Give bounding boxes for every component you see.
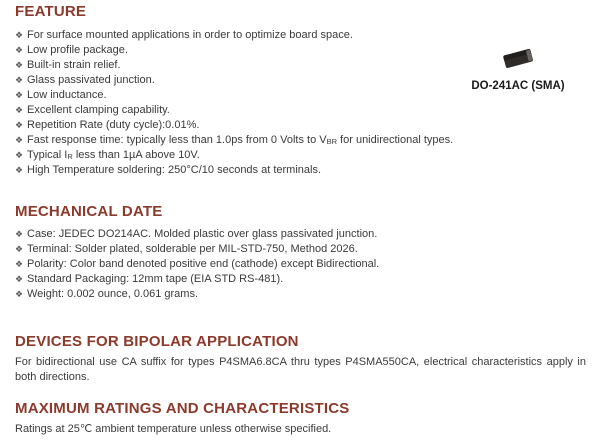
ratings-paragraph: Ratings at 25℃ ambient temperature unless otherwise specified. bbox=[15, 423, 332, 435]
diamond-bullet-icon: ❖ bbox=[15, 165, 24, 175]
bullet-text: For surface mounted applications in order to optimize board space. bbox=[27, 29, 353, 41]
diamond-bullet-icon: ❖ bbox=[15, 75, 24, 85]
bullet-text: Standard Packaging: 12mm tape (EIA STD RS-481). bbox=[27, 273, 284, 285]
bullet-text: Fast response time: typically less than 1.0ps from 0 Volts to $V_{BR}$ for unidirectional types. bbox=[27, 134, 454, 146]
diamond-bullet-icon: ❖ bbox=[15, 30, 24, 40]
diamond-bullet-icon: ❖ bbox=[15, 90, 24, 100]
bullet-item bbox=[15, 163, 588, 178]
mechanical-section-title: MECHANICAL DATE bbox=[15, 203, 163, 220]
bipolar-section-title: DEVICES FOR BIPOLAR APPLICATION bbox=[15, 333, 299, 350]
bullet-text: Terminal: Solder plated, solderable per MIL-STD-750, Method 2026. bbox=[27, 243, 358, 255]
package-figure bbox=[468, 42, 568, 92]
bullet-text: Excellent clamping capability. bbox=[27, 104, 170, 116]
bullet-item bbox=[15, 118, 588, 133]
diamond-bullet-icon: ❖ bbox=[15, 259, 24, 269]
diamond-bullet-icon: ❖ bbox=[15, 120, 24, 130]
bullet-item bbox=[15, 227, 588, 242]
diamond-bullet-icon: ❖ bbox=[15, 274, 24, 284]
bullet-text: Low inductance. bbox=[27, 89, 107, 101]
diamond-bullet-icon: ❖ bbox=[15, 150, 24, 160]
bullet-item bbox=[15, 148, 588, 163]
bullet-text: Polarity: Color band denoted positive end (cathode) except Bidirectional. bbox=[27, 258, 380, 270]
bullet-item bbox=[15, 287, 588, 302]
bullet-item bbox=[15, 272, 588, 287]
diamond-bullet-icon: ❖ bbox=[15, 105, 24, 115]
diamond-bullet-icon: ❖ bbox=[15, 289, 24, 299]
bipolar-paragraph: For bidirectional use CA suffix for types P4SMA6.8CA thru types P4SMA550CA, electrical characteristics apply in both directions. bbox=[15, 356, 586, 383]
diamond-bullet-icon: ❖ bbox=[15, 135, 24, 145]
diamond-bullet-icon: ❖ bbox=[15, 45, 24, 55]
bullet-text: Case: JEDEC DO214AC. Molded plastic over glass passivated junction. bbox=[27, 228, 378, 240]
package-label: DO-241AC (SMA) bbox=[471, 80, 565, 92]
bullet-text: High Temperature soldering: 250°C/10 seconds at terminals. bbox=[27, 164, 322, 176]
diamond-bullet-icon: ❖ bbox=[15, 229, 24, 239]
bullet-item bbox=[15, 257, 588, 272]
bullet-item bbox=[15, 133, 588, 148]
bullet-text: Low profile package. bbox=[27, 44, 128, 56]
bullet-text: Glass passivated junction. bbox=[27, 74, 155, 86]
feature-section-title: FEATURE bbox=[15, 3, 87, 20]
bullet-text: Typical $I_R$ less than 1µA above 10V. bbox=[27, 149, 200, 161]
sma-package-image bbox=[494, 42, 542, 74]
bullet-item bbox=[15, 242, 588, 257]
bullet-item bbox=[15, 103, 588, 118]
diamond-bullet-icon: ❖ bbox=[15, 244, 24, 254]
bullet-text: Repetition Rate (duty cycle):0.01%. bbox=[27, 119, 200, 131]
diamond-bullet-icon: ❖ bbox=[15, 60, 24, 70]
ratings-section-title: MAXIMUM RATINGS AND CHARACTERISTICS bbox=[15, 400, 350, 417]
bullet-item bbox=[15, 28, 588, 43]
mechanical-bullet-list bbox=[15, 227, 588, 302]
bullet-text: Weight: 0.002 ounce, 0.061 grams. bbox=[27, 288, 199, 300]
bullet-text: Built-in strain relief. bbox=[27, 59, 121, 71]
